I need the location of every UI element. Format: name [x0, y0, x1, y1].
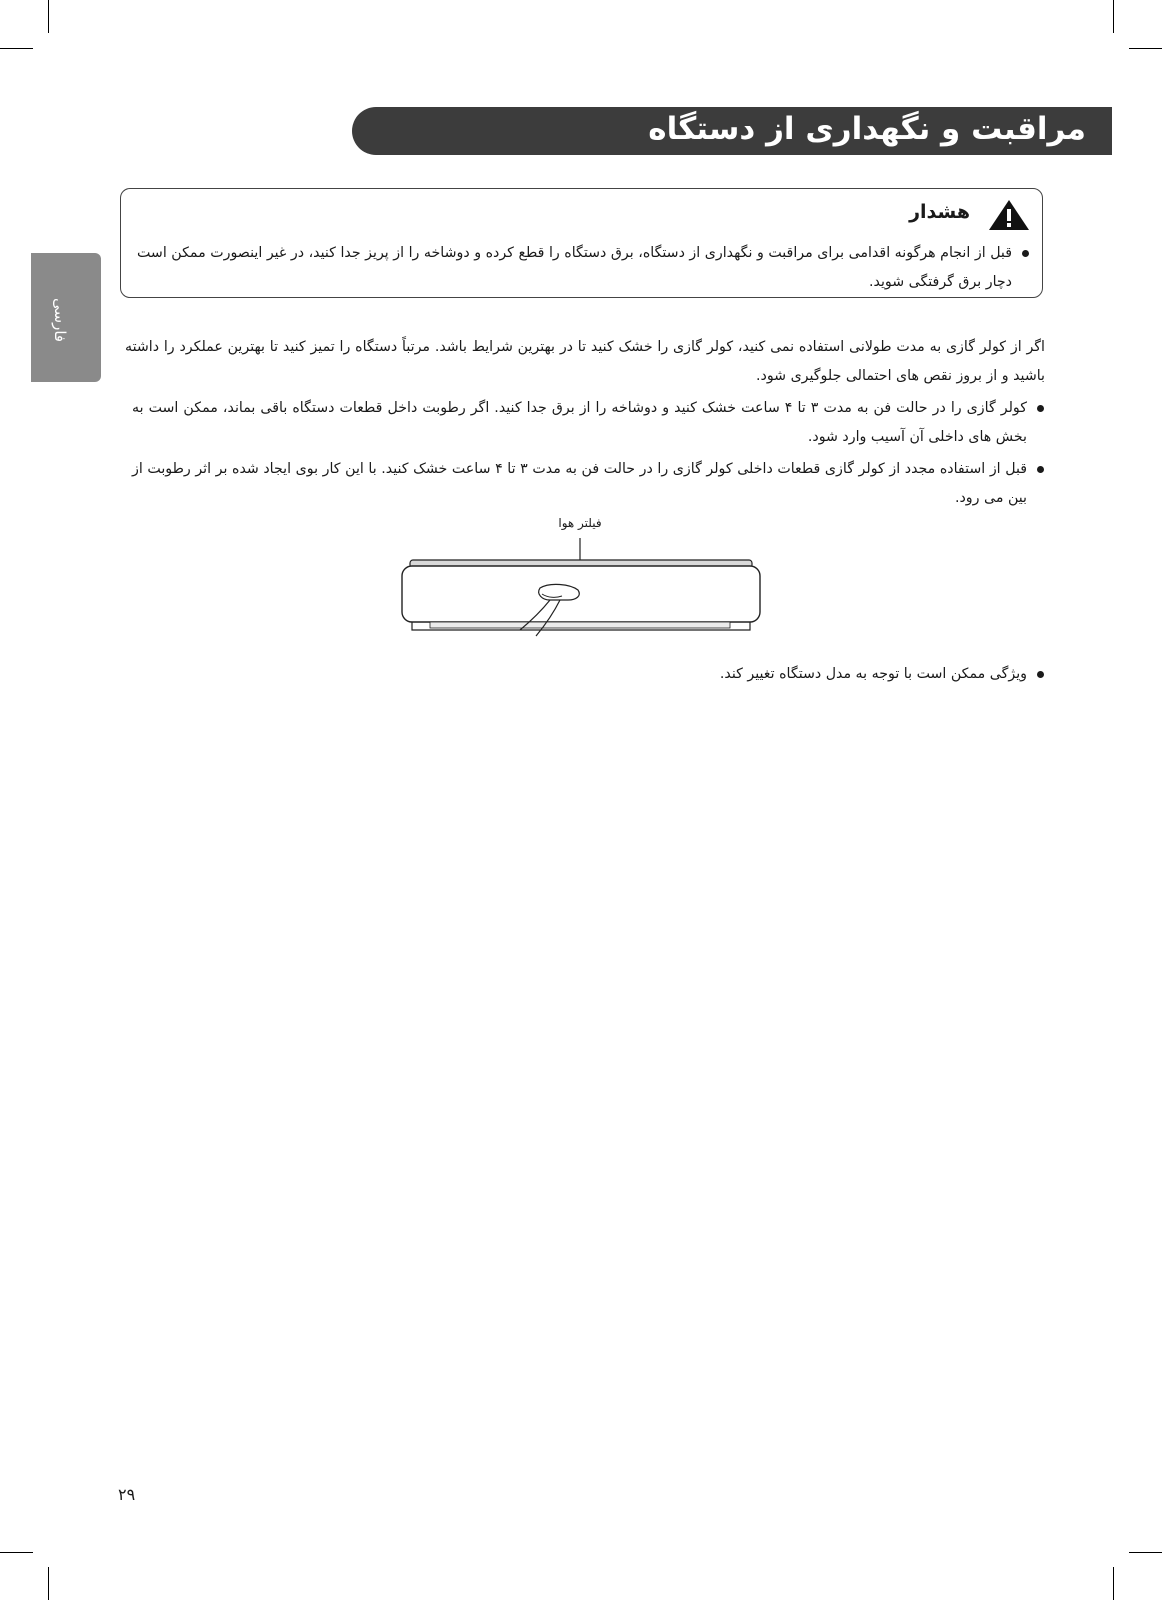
crop-mark	[0, 48, 33, 49]
crop-mark	[0, 1552, 33, 1553]
section-title: مراقبت و نگهداری از دستگاه	[648, 111, 1086, 147]
intro-paragraph: اگر از کولر گازی به مدت طولانی استفاده نمی کنید، کولر گازی را خشک کنید تا در بهترین شرایط باشد. مرتباً دستگاه را تمیز کنید تا بهترین عملکرد را داشته باشید و از بروز نقص های احتمالی جلوگیری شود.	[125, 339, 1045, 384]
warning-box	[120, 188, 1043, 298]
bullet-item-3: ویژگی ممکن است با توجه به مدل دستگاه تغییر کند.	[132, 660, 1027, 689]
figure-label-air-filter: فیلتر هوا	[558, 516, 602, 530]
air-conditioner-illustration	[400, 538, 762, 646]
language-tab	[31, 253, 101, 382]
crop-mark	[1113, 0, 1114, 33]
page-number: ۲۹	[118, 1485, 136, 1504]
language-tab-label: فارسی	[51, 298, 69, 343]
warning-triangle-icon	[988, 199, 1030, 231]
bullet-item-1: کولر گازی را در حالت فن به مدت ۳ تا ۴ ساعت خشک کنید و دوشاخه را از برق جدا کنید. اگر رطوبت داخل قطعات دستگاه باقی بماند، ممکن است به بخش های داخلی آن آسیب وارد شود.	[132, 394, 1027, 452]
crop-mark	[1129, 1552, 1162, 1553]
crop-mark	[48, 1567, 49, 1600]
bullet-item-2: قبل از استفاده مجدد از کولر گازی قطعات داخلی کولر گازی را در حالت فن به مدت ۳ تا ۴ ساعت خشک کنید. با این کار بوی ایجاد شده بر اثر رطوبت از بین می رود.	[132, 455, 1027, 513]
warning-label: هشدار	[909, 201, 970, 223]
section-header	[352, 107, 1112, 155]
crop-mark	[1129, 48, 1162, 49]
warning-heading	[830, 199, 1030, 233]
warning-text: قبل از انجام هرگونه اقدامی برای مراقبت و نگهداری از دستگاه، برق دستگاه را قطع کرده و دوشاخه را از پریز جدا کنید، در غیر اینصورت ممکن است دچار برق گرفتگی شوید.	[137, 239, 1012, 297]
crop-mark	[48, 0, 49, 33]
crop-mark	[1113, 1567, 1114, 1600]
